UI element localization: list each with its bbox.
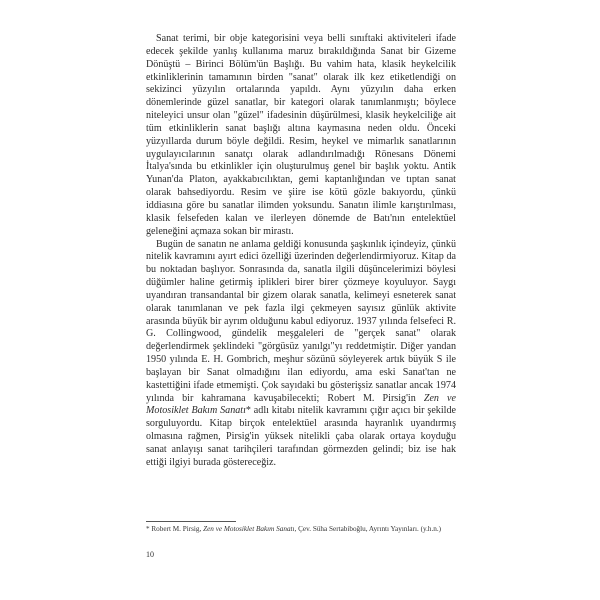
footnote-book-title: Zen ve Motosiklet Bakım Sanatı xyxy=(203,525,295,533)
paragraph-2-text-end: * adlı kitabı nitelik kavramını çığır açıcı bir şekilde sorguluyordu. Kitap birçok entelektüel arasında hayranlık uyandırmış olmasına rağmen, Pirsig'in yüksek nitelikli çaba olarak ortaya koyduğu sanat anlayışı sanat tarihçileri tarafından görmezden gelindi; biz ise hak ettiği ilgiyi burada göstereceğiz. xyxy=(146,405,456,468)
body-text xyxy=(146,33,456,470)
paragraph-2-text-start: Bugün de sanatın ne anlama geldiği konusunda şaşkınlık içindeyiz, çünkü nitelik kavramını ayırt edici özelliği üzerinden değerlendirmiyoruz. Kitap da bu noktadan başlıyor. Sonrasında da, sanatla ilgili düşüncelerimizi böylesi düğümler haline getirmiş iplikleri birer birer çözmeye koyuluyor. Saygı uyandıran transandantal bir gizem olarak sanatla, kelimeyi esneterek sanat olarak tanımlanan ve pek fazla ilgi çekmeyen sayısız günlük aktivite arasında büyük bir ayrım olduğunu kabul ediyoruz. 1937 yılında felsefeci R. G. Collingwood, gündelik meşgaleleri de "gerçek sanat" olarak değerlendirmek şeklindeki "görgüsüz yanılgı"yı reddetmiştir. Diğer yandan 1950 yılında E. H. Gombrich, meşhur sözünü söyleyerek artık büyük S ile başlayan bir Sanat olmadığını ilan ediyordu, ama eski Sanat'tan ne kastettiğini ifade etmemişti. Çok sayıdaki bu gösterişsiz sanatlar ancak 1974 yılında bir kahramana kavuşabilecekti; Robert M. Pirsig'in xyxy=(146,238,456,404)
footnote-text-end: , Çev. Süha Sertabiboğlu, Ayrıntı Yayınları. (y.h.n.) xyxy=(294,525,442,533)
paragraph-1: Sanat terimi, bir obje kategorisini veya belli sınıftaki aktiviteleri ifade edecek şekilde yanlış kullanıma maruz bırakıldığında Sanat bir Gizeme Dönüştü – Birinci Bölüm'ün Başlığı. Bu vahim hata, klasik heykelcilik etkinliklerinin tamamının birden "sanat" olarak ilk kez etiketlendiği on sekizinci yüzyılın ortalarında yapıldı. Aynı yüzyılın daha erken dönemlerinde güzel sanatlar, bir kategori olarak tanımlanmıştı; böylece niteleyici unsur olan "güzel" ifadesinin düşürülmesi, klasik heykelciliğe ait tüm etkinliklerin sanat başlığı altına kaymasına neden oldu. Önceki yüzyıllarda durum böyle değildi. Resim, heykel ve mimarlık sanatlarının uygulayıcılarının sanatçı olarak adlandırılmadığı Rönesans Dönemi İtalya'sında bu etkinlikler için oluşturulmuş genel bir başlık yoktu. Antik Yunan'da Platon, ayakkabıcılıktan, gemi kaptanlığından ve tıptan sanat olarak bahsediyordu. Resim ve şiire ise kötü gözle bakıyordu, çünkü iddiasına göre bu sanatlar ilimden yoksundu. Sanatın ilimle karıştırılması, klasik felsefeden kalan ve ilerleyen dönemde de Batı'nın entelektüel geleneğini açmaza sokan bir mirastı. xyxy=(146,33,456,237)
paragraph-2 xyxy=(146,239,456,470)
page-number: 10 xyxy=(146,550,154,559)
footnote-divider xyxy=(146,521,236,522)
footnote-text-start: * Robert M. Pirsig, xyxy=(146,525,204,533)
footnote xyxy=(146,525,456,534)
book-title-italic: Zen ve Motosiklet Bakım Sanatı xyxy=(146,392,457,417)
